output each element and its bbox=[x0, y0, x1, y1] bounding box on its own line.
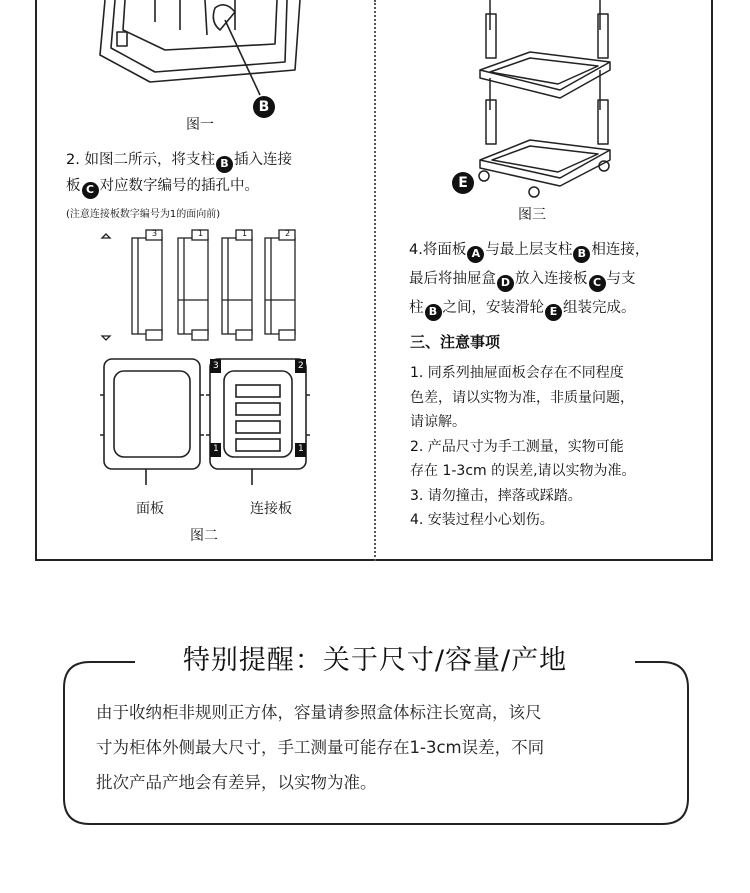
corner-number-tr: 2 bbox=[298, 361, 304, 371]
step2-line2: 板 C 对应数字编号的插孔中。 bbox=[66, 173, 259, 199]
corner-number-bl: 1 bbox=[213, 444, 219, 454]
notice-line: 寸为柜体外侧最大尺寸，手工测量可能存在1-3cm误差，不同 bbox=[96, 738, 545, 757]
step2-line1: 2. 如图二所示，将支柱 B 插入连接 bbox=[66, 147, 292, 173]
badge-b: B bbox=[216, 156, 233, 173]
badge-e: E bbox=[545, 304, 562, 321]
corner-number-tl: 3 bbox=[213, 361, 219, 371]
note-line: 2. 产品尺寸为手工测量，实物可能 bbox=[410, 438, 624, 455]
step2-note: (注意连接板数字编号为1的面向前) bbox=[66, 209, 221, 220]
step4-line2: 最后将抽屉盒 D 放入连接板 C 与支 bbox=[409, 266, 636, 292]
fig2-caption: 图二 bbox=[190, 528, 218, 544]
figure-one-illustration bbox=[95, 0, 305, 90]
badge-d: D bbox=[497, 275, 514, 292]
badge-b: B bbox=[573, 246, 590, 263]
note-line: 4. 安装过程小心划伤。 bbox=[410, 512, 554, 528]
badge-a: A bbox=[467, 246, 484, 263]
post-number-1: 3 bbox=[152, 229, 158, 238]
panels-illustration bbox=[98, 355, 312, 490]
panel-label-connector: 连接板 bbox=[250, 501, 292, 517]
post-number-2: 1 bbox=[198, 229, 204, 238]
note-line: 1. 同系列抽屉面板会存在不同程度 bbox=[410, 365, 624, 381]
post-number-3: 1 bbox=[242, 229, 248, 238]
badge-c: C bbox=[589, 275, 606, 292]
panel-label-face: 面板 bbox=[136, 501, 164, 517]
notes-list bbox=[410, 361, 636, 533]
badge-b: B bbox=[425, 304, 442, 321]
column-divider bbox=[374, 0, 376, 561]
fig3-badge-e: E bbox=[452, 172, 474, 194]
note-line: 请谅解。 bbox=[410, 414, 466, 430]
notice-body bbox=[96, 695, 671, 800]
figure-three-illustration bbox=[470, 0, 620, 195]
notice-line: 批次产品产地会有差异，以实物为准。 bbox=[96, 773, 377, 792]
note-line: 存在 1-3cm 的误差,请以实物为准。 bbox=[410, 463, 636, 479]
step4-line1: 4.将面板 A 与最上层支柱 B 相连接， bbox=[409, 237, 649, 263]
posts-illustration bbox=[100, 228, 300, 350]
note-line: 色差，请以实物为准，非质量问题， bbox=[410, 389, 634, 406]
fig1-caption: 图一 bbox=[186, 117, 214, 133]
notice-title: 特别提醒：关于尺寸/容量/产地 bbox=[182, 645, 568, 676]
notice-line: 由于收纳柜非规则正方体，容量请参照盒体标注长宽高，该尺 bbox=[96, 703, 542, 722]
fig1-badge-b: B bbox=[253, 96, 275, 118]
post-number-4: 2 bbox=[285, 229, 291, 238]
badge-c: C bbox=[82, 182, 99, 199]
note-line: 3. 请勿撞击，摔落或踩踏。 bbox=[410, 487, 582, 504]
step4-line3: 柱 B 之间，安装滑轮 E 组装完成。 bbox=[409, 295, 636, 321]
section-title: 三、注意事项 bbox=[410, 333, 501, 351]
fig3-caption: 图三 bbox=[518, 207, 546, 223]
corner-number-br: 1 bbox=[298, 444, 304, 454]
